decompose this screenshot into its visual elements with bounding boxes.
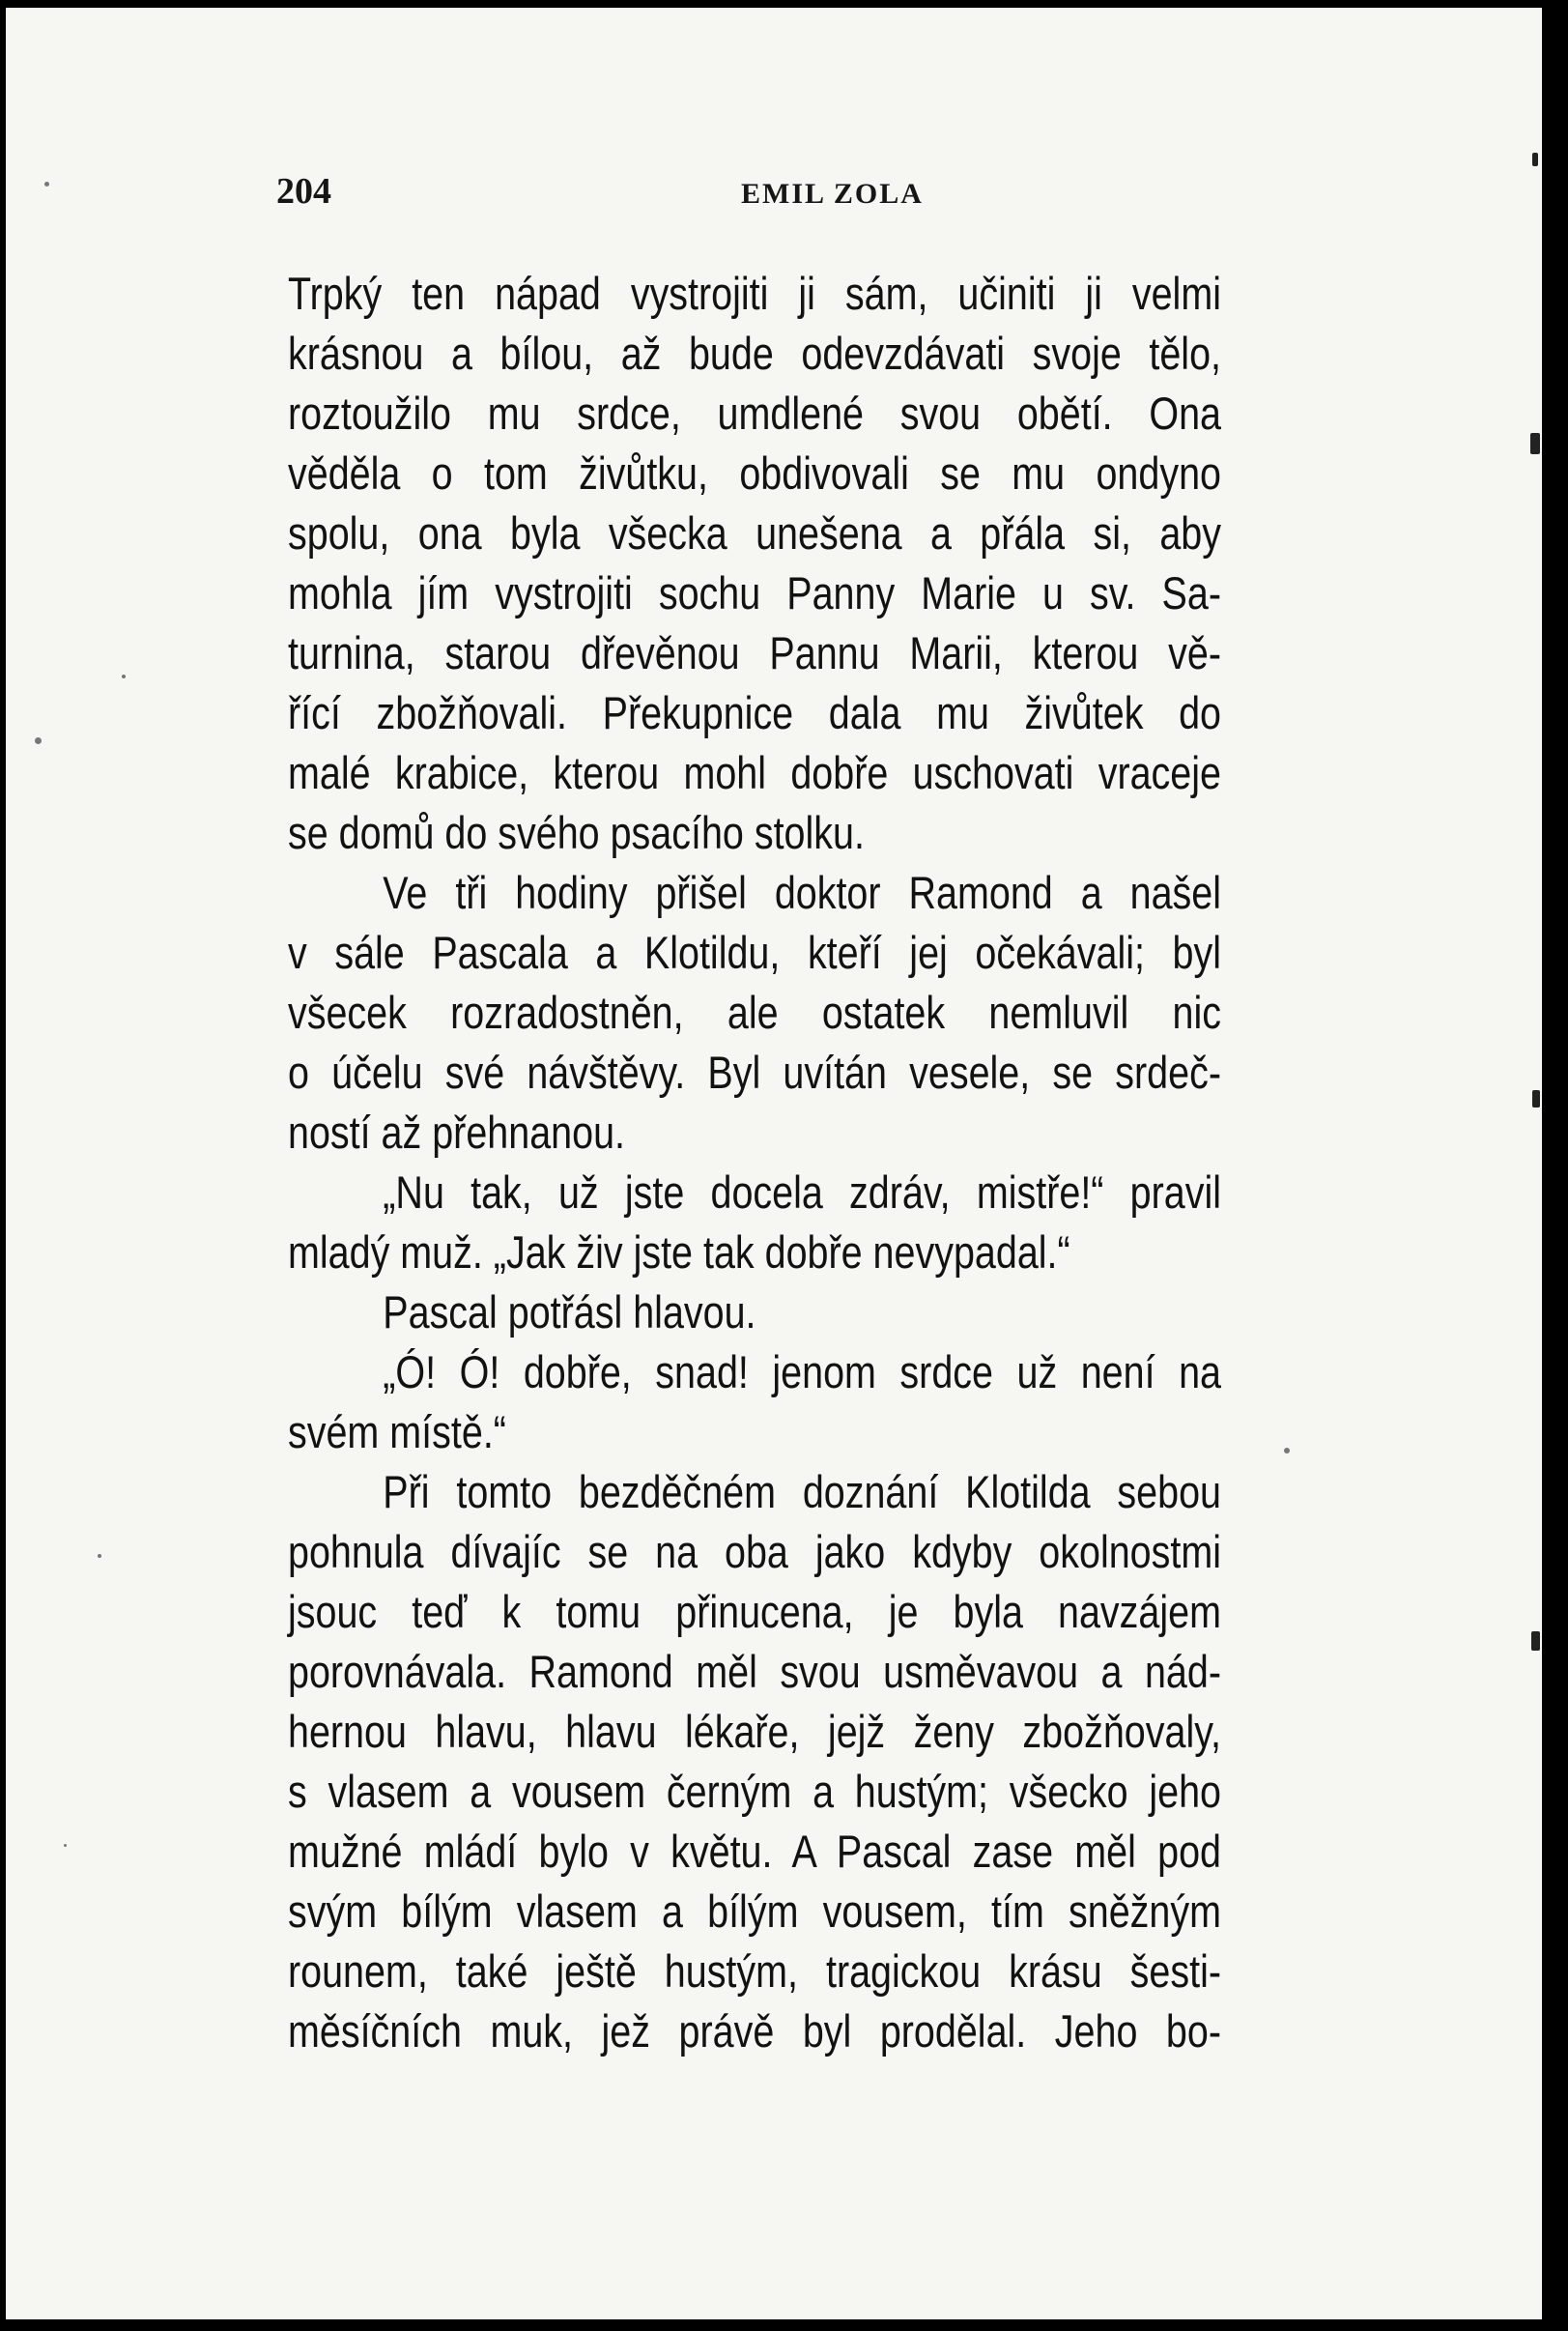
paragraph-start-line: Pascal potřásl hlavou. [383,1286,756,1338]
text-line: měsíčních muk, jež právě byl prodělal. Jeho bo- [288,2005,1221,2057]
text-line: Trpký ten nápad vystrojiti ji sám, učiniti ji velmi [288,268,1221,319]
text-line: věděla o tom živůtku, obdivovali se mu ondyno [288,447,1221,499]
text-line: mohla jím vystrojiti sochu Panny Marie u sv. Sa- [288,567,1221,619]
text-line: řící zbožňovali. Překupnice dala mu živůtek do [288,687,1221,738]
page-number: 204 [276,171,331,212]
text-line: všecek rozradostněn, ale ostatek nemluvil nic [288,987,1221,1038]
text-line: roztoužilo mu srdce, umdlené svou obětí. Ona [288,388,1221,439]
text-line: spolu, ona byla všecka unešena a přála si, aby [288,507,1221,559]
text-line: hernou hlavu, hlavu lékaře, jejž ženy zbožňovaly, [288,1706,1221,1757]
text-line: porovnávala. Ramond měl svou usměvavou a nád- [288,1646,1221,1697]
paragraph-start-line: Při tomto bezděčném doznání Klotilda sebou [383,1466,1221,1517]
body-text [288,264,1221,2061]
text-line: svým bílým vlasem a bílým vousem, tím sněžným [288,1885,1221,1937]
text-line: svém místě.“ [288,1406,506,1457]
text-line: rounem, také ještě hustým, tragickou krásu šesti- [288,1945,1221,1997]
text-line: mladý muž. „Jak živ jste tak dobře nevypadal.“ [288,1226,1070,1278]
text-line: se domů do svého psacího stolku. [288,807,865,858]
text-line: ností až přehnanou. [288,1107,626,1158]
paragraph-start-line: Ve tři hodiny přišel doktor Ramond a našel [383,867,1221,918]
text-line: v sále Pascala a Klotildu, kteří jej očekávali; byl [288,927,1221,978]
text-line: malé krabice, kterou mohl dobře uschovati vraceje [288,747,1221,798]
paragraph-start-line: „Ó! Ó! dobře, snad! jenom srdce už není na [383,1346,1221,1397]
text-line: o účelu své návštěvy. Byl uvítán vesele, se srdeč- [288,1047,1221,1098]
page-header [276,170,933,218]
text-line: pohnula dívajíc se na oba jako kdyby okolnostmi [288,1526,1221,1577]
text-line: s vlasem a vousem černým a hustým; všecko jeho [288,1766,1221,1817]
text-line: mužné mládí bylo v květu. A Pascal zase měl pod [288,1826,1221,1877]
running-head-author: EMIL ZOLA [741,178,924,210]
book-page [6,8,1542,2319]
paragraph-start-line: „Nu tak, už jste docela zdráv, mistře!“ pravil [383,1166,1221,1218]
text-line: krásnou a bílou, až bude odevzdávati svoje tělo, [288,328,1221,379]
text-line: turnina, starou dřevěnou Pannu Marii, kterou vě- [288,627,1221,678]
text-line: jsouc teď k tomu přinucena, je byla navzájem [288,1586,1221,1637]
